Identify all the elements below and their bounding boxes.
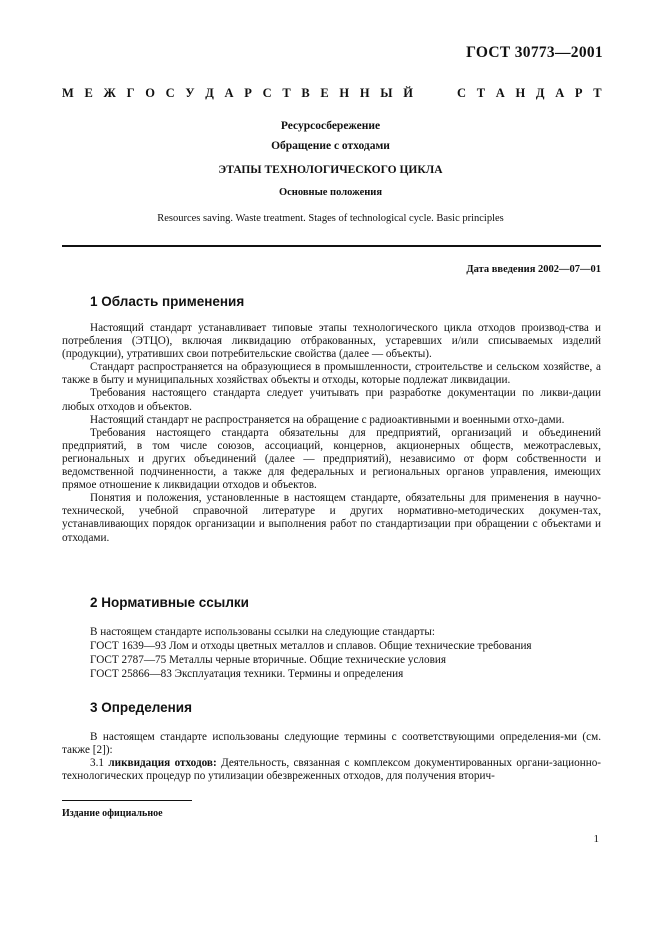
banner-letter [424,86,430,101]
banner-letter: А [495,86,505,100]
reference-item: ГОСТ 2787—75 Металлы черные вторичные. Общие технические условия [90,654,447,666]
section-1-heading: 1 Область применения [90,294,245,309]
banner-letter: Н [359,86,370,100]
header-divider [62,245,601,247]
definition-3-1 [62,757,601,783]
reference-item: ГОСТ 25866—83 Эксплуатация техники. Термины и определения [90,668,404,680]
banner-letter: У [185,86,195,100]
banner-letter: Р [574,86,583,100]
banner-letter: Т [476,86,486,100]
standard-type-banner [62,86,602,101]
edition-divider [62,800,192,801]
banner-letter: О [145,86,155,100]
title-line-2: Обращение с отходами [271,140,390,152]
page-number: 1 [593,833,599,845]
title-english: Resources saving. Waste treatment. Stages of technological cycle. Basic principles [157,213,504,224]
definition-text: Деятельность, связанная с комплексом документированных органи-зационно-технологических процедур по утилизации обезвреженных отходов, для получения вторич- [62,757,602,783]
section-3-heading: 3 Определения [90,700,192,715]
banner-letter: М [62,86,74,100]
section-1-paragraph: Понятия и положения, установленные в настоящем стандарте, обязательны для применения в научно-технической, учебной справочной литературе и других нормативно-методических докумен-тах, устанавливающих порядок организации и выполнения работ по стандартизации при обращении с объектами и отходами. [62,492,601,544]
banner-letter: В [301,86,310,100]
banner-letter: С [165,86,175,100]
definition-term: ликвидация отходов: [108,757,217,770]
definition-number: 3.1 [90,757,104,770]
banner-letter: Д [535,86,545,100]
banner-letter: Е [320,86,329,100]
banner-letter: Г [126,86,135,100]
title-line-1: Ресурсосбережение [280,120,381,132]
banner-letter [440,86,446,101]
section-1-paragraph: Требования настоящего стандарта обязательны для предприятий, организаций и объединений предприятий, в том числе союзов, ассоциаций, концернов, акционерных обществ, межотраслевых, региональных и других объединений (далее — предприятий), независимо от форм собственности и ведомственной подчиненности, а также для федеральных и региональных органов управления, имеющих прямое отношение к ликвидации отходов и объектов. [62,426,601,492]
banner-letter: Н [515,86,526,100]
banner-letter: Й [403,86,413,100]
title-main: ЭТАПЫ ТЕХНОЛОГИЧЕСКОГО ЦИКЛА [218,164,443,176]
section-1-paragraph: Настоящий стандарт не распространяется на обращение с радиоактивными и военными отхо-дами. [90,413,565,426]
intro-date: Дата введения 2002—07—01 [466,264,601,275]
section-1-paragraph: Стандарт распространяется на образующиеся в промышленности, строительстве и сельском хозяйстве, а также в быту и муниципальных хозяйствах объекты и отходы, которые подлежат ликвидации. [62,361,601,387]
banner-letter: А [555,86,565,100]
edition-label: Издание официальное [62,808,163,819]
section-3-body [62,731,601,783]
banner-letter: Е [84,86,93,100]
banner-letter: Ы [380,86,393,100]
title-subtitle: Основные положения [278,187,383,198]
banner-letter: С [457,86,467,100]
banner-letter: Ж [103,86,116,100]
section-2-intro: В настоящем стандарте использованы ссылки на следующие стандарты: [90,626,435,638]
banner-letter: Н [339,86,350,100]
banner-letter: А [224,86,234,100]
section-1-paragraph: Требования настоящего стандарта следует учитывать при разработке документации по ликви-дации любых отходов и объектов. [62,387,601,413]
section-2-heading: 2 Нормативные ссылки [90,595,249,610]
section-1-body [62,322,601,545]
banner-letter: Т [593,86,602,100]
banner-letter: Д [205,86,214,100]
banner-letter: С [262,86,272,100]
banner-letter: Т [282,86,291,100]
section-1-paragraph: Настоящий стандарт устанавливает типовые этапы технологического цикла отходов производ-ства и потребления (ЭТЦО), включая ликвидацию отбракованных, устаревших и/или списываемых изделий (продукции), утративших свои потребительские свойства (далее — объекты). [62,322,601,361]
document-code: ГОСТ 30773—2001 [466,44,603,61]
banner-letter: Р [244,86,252,100]
reference-item: ГОСТ 1639—93 Лом и отходы цветных металлов и сплавов. Общие технические требования [90,640,532,652]
section-3-intro: В настоящем стандарте использованы следующие термины с соответствующими определения-ми (см. также [2]): [62,731,601,757]
